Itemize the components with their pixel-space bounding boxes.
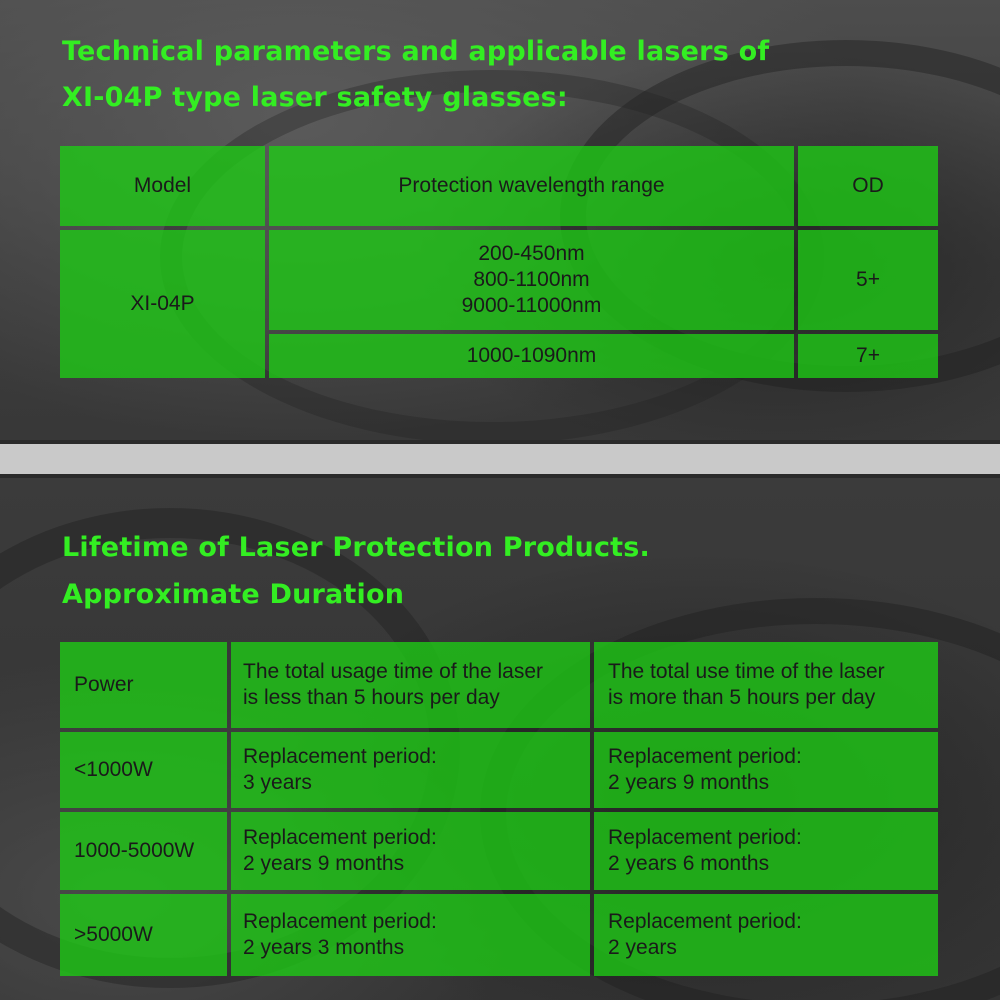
replacement-cell: Replacement period: 2 years 6 months bbox=[594, 812, 938, 890]
section1-title-line1: Technical parameters and applicable lasers of bbox=[62, 36, 770, 67]
power-cell: 1000-5000W bbox=[60, 812, 227, 890]
header-power: Power bbox=[60, 642, 227, 728]
od-cell: 7+ bbox=[798, 334, 938, 378]
top-panel bbox=[0, 0, 1000, 440]
header-more-than-5h: The total use time of the laser is more than 5 hours per day bbox=[594, 642, 938, 728]
section1-title-line2: XI-04P type laser safety glasses: bbox=[62, 82, 568, 113]
section2-title-line2: Approximate Duration bbox=[62, 579, 405, 610]
replacement-cell: Replacement period: 3 years bbox=[231, 732, 590, 808]
header-od: OD bbox=[798, 146, 938, 226]
model-cell: XI-04P bbox=[60, 230, 265, 378]
section2-title-line1: Lifetime of Laser Protection Products. bbox=[62, 532, 650, 563]
header-less-than-5h: The total usage time of the laser is less than 5 hours per day bbox=[231, 642, 590, 728]
replacement-cell: Replacement period: 2 years bbox=[594, 894, 938, 976]
header-wavelength: Protection wavelength range bbox=[269, 146, 794, 226]
header-model: Model bbox=[60, 146, 265, 226]
replacement-cell: Replacement period: 2 years 3 months bbox=[231, 894, 590, 976]
wavelength-cell: 200-450nm 800-1100nm 9000-11000nm bbox=[269, 230, 794, 330]
replacement-cell: Replacement period: 2 years 9 months bbox=[231, 812, 590, 890]
power-cell: >5000W bbox=[60, 894, 227, 976]
replacement-cell: Replacement period: 2 years 9 months bbox=[594, 732, 938, 808]
section-divider bbox=[0, 440, 1000, 478]
wavelength-cell: 1000-1090nm bbox=[269, 334, 794, 378]
power-cell: <1000W bbox=[60, 732, 227, 808]
bottom-panel bbox=[0, 478, 1000, 1000]
od-cell: 5+ bbox=[798, 230, 938, 330]
